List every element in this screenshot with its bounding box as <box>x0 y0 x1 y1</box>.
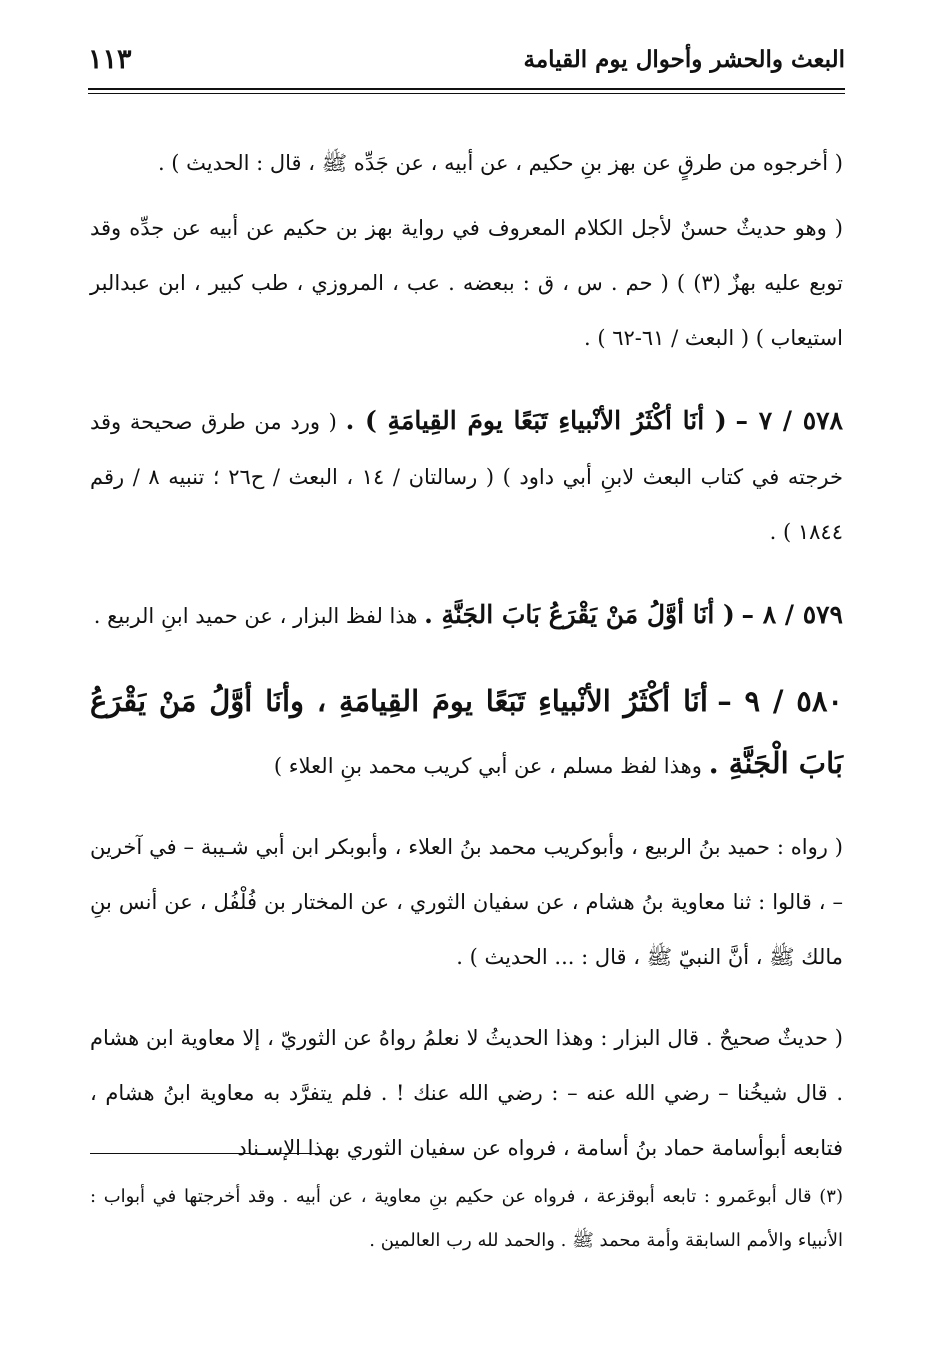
hadith-number: ٥٨٠ / ٩ – <box>717 684 843 718</box>
footnote-rule <box>90 1153 325 1154</box>
hadith-number: ٥٧٨ / ٧ – <box>735 406 843 435</box>
paragraph-rawah: ( رواه : حميد بنُ الربيع ، وأبوكريب محمد بنُ العلاء ، وأبوبكر ابن أبي شـيبة – في آخرين – ، قالوا : ثنا معاوية بنُ هشام ، عن سفيان الثوري ، عن المختار بن فُلْفُل ، عن أنس بنِ مالك ﷺ ، أنَّ النبيّ ﷺ ، قال : ... الحديث ) . <box>90 835 843 969</box>
footnote: (٣) قال أبوعَمرو : تابعه أبوقزعة ، فرواه عن حكيم بنِ معاوية ، عن أبيه . وقد أخرجتها في أبواب : الأنبياء والأمم السابقة وأمة محمد ﷺ . والحمد لله رب العالمين . <box>90 1186 843 1251</box>
running-header <box>88 44 845 88</box>
page-number: ١١٣ <box>88 44 132 75</box>
paragraph-takhrij: ( أخرجوه من طرقٍ عن بهز بنِ حكيم ، عن أبيه ، عن جَدِّه ﷺ ، قال : الحديث ) . <box>157 151 843 175</box>
hadith-text: ( أنَا أوَّلُ مَنْ يَقْرَعُ بَابَ الجَنَّةِ . <box>424 600 735 629</box>
header-rule <box>88 88 845 94</box>
paragraph-hadith-sahih: ( حديثٌ صحيحٌ . قال البزار : وهذا الحديثُ لا نعلمُ رواهُ عن الثوريّ ، إلا معاوية ابن هشام . قال شيخُنا – رضي الله عنه – : رضي الله عنك ! . فلم يتفرَّد به معاوية ابنُ هشام ، فتابعه أبوأسامة حماد بنُ أسامة ، فرواه عن سفيان الثوري بهذا الإسـناد <box>90 1026 843 1160</box>
hadith-text: ( أنَا أكْثَرُ الأنْبياءِ تَبَعًا يومَ القِيامَةِ ) . <box>345 406 727 435</box>
hadith-commentary: وهذا لفظ مسلم ، عن أبي كريب محمد بنِ العلاء ) <box>273 754 702 778</box>
hadith-number: ٥٧٩ / ٨ – <box>741 600 843 629</box>
hadith-text: أنَا أكْثَرُ الأنْبياءِ تَبَعًا يومَ القِيامَةِ ، وأنَا أوَّلُ مَنْ يَقْرَعُ بَابَ الْجَنَّةِ . <box>90 684 843 780</box>
paragraph-hukm: ( وهو حديثٌ حسنٌ لأجل الكلام المعروف في رواية بهز بن حكيم عن أبيه عن جدِّه وقد توبع عليه بهزٌ (٣) ) ( حم . س ، ق : ببعضه . عب ، المروزي ، طب كبير ، ابن عبدالبر استيعاب ) ( البعث / ٦١-٦٢ ) . <box>90 216 844 350</box>
header-title: البعث والحشر وأحوال يوم القيامة <box>523 46 845 73</box>
hadith-commentary: ( ورد من طرق صحيحة وقد خرجته في كتاب البعث لابنِ أبي داود ) ( رسالتان / ١٤ ، البعث / ح٢٦ ؛ تنبيه ٨ / رقم ١٨٤٤ ) . <box>90 410 843 544</box>
hadith-579 <box>90 586 843 644</box>
main-text <box>90 136 843 1186</box>
hadith-commentary: هذا لفظ البزار ، عن حميد ابنِ الربيع . <box>93 604 418 628</box>
hadith-580 <box>90 670 843 794</box>
hadith-578 <box>90 392 843 560</box>
